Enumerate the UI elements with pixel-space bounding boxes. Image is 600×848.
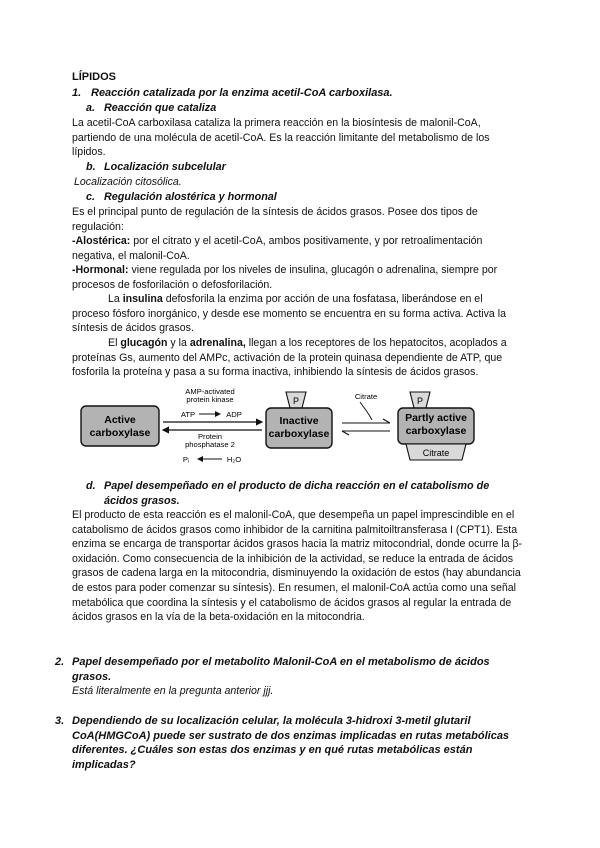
allosteric-text: por el citrato y el acetil-CoA, ambos positivamente, y por retroalimentación negativa, el malonil-CoA. bbox=[72, 235, 483, 262]
section-d-title-2: ácidos grasos. bbox=[104, 494, 180, 507]
active-label-1: Active bbox=[104, 414, 136, 426]
insulin-paragraph bbox=[72, 292, 522, 336]
allosteric-label: -Alostérica: bbox=[72, 235, 131, 247]
carboxylase-regulation-diagram bbox=[72, 386, 532, 470]
insulin-pre: La bbox=[108, 293, 123, 305]
adp-label: ADP bbox=[226, 410, 242, 419]
section-c-title: Regulación alostérica y hormonal bbox=[104, 191, 277, 203]
section-b-title: Localización subcelular bbox=[104, 161, 226, 173]
question-2-title-2: grasos. bbox=[72, 670, 112, 683]
inactive-label-2: carboxylase bbox=[268, 428, 330, 440]
question-2-number: 2. bbox=[55, 656, 65, 668]
citrate-box-label: Citrate bbox=[422, 448, 450, 458]
kinase-label-1: AMP-activated bbox=[185, 387, 235, 396]
hormonal-text: viene regulada por los niveles de insulina, glucagón o adrenalina, siempre por procesos de fosforilación o defosforilación. bbox=[72, 264, 498, 291]
h2o-label: H₂O bbox=[226, 455, 242, 464]
glucagon-paragraph bbox=[72, 336, 528, 380]
forward-half-arrowhead bbox=[383, 419, 390, 423]
hormonal-paragraph bbox=[72, 263, 520, 292]
section-b-text: Localización citosólica. bbox=[74, 176, 182, 188]
pi-label: Pᵢ bbox=[182, 455, 190, 464]
question-1-title: Reacción catalizada por la enzima acetil-CoA carboxilasa. bbox=[91, 87, 393, 99]
citrate-arrow-label: Citrate bbox=[354, 392, 378, 401]
section-d-letter: d. bbox=[86, 480, 96, 492]
section-d-heading bbox=[86, 479, 526, 508]
phosphatase-label-2: phosphatase 2 bbox=[185, 440, 235, 449]
atp-label: ATP bbox=[180, 410, 196, 419]
citrate-binding-curve bbox=[360, 402, 372, 420]
question-3-title-4: implicadas? bbox=[72, 758, 136, 771]
phosphate-tag-label: P bbox=[292, 396, 300, 406]
section-c-heading bbox=[86, 190, 538, 205]
allosteric-paragraph bbox=[72, 234, 512, 263]
insulin-text: defosforila la enzima por acción de una fosfatasa, liberándose en el proceso fósforo inorgánico, y desde ese momento se encuentra en su forma activa. Activa la síntesis de ácidos grasos. bbox=[72, 293, 506, 335]
partly-active-carboxylase-box bbox=[398, 392, 474, 460]
section-b-letter: b. bbox=[86, 161, 96, 173]
active-carboxylase-box bbox=[81, 406, 159, 446]
active-label-2: carboxylase bbox=[89, 427, 151, 439]
question-3-heading bbox=[55, 714, 530, 772]
section-a-text: La acetil-CoA carboxilasa cataliza la primera reacción en la biosíntesis de malonil-CoA, partiendo de una molécula de acetil-CoA. Es la reacción limitante del metabolismo de los lípidos. bbox=[72, 117, 490, 159]
section-b-heading bbox=[86, 160, 538, 175]
question-1-heading bbox=[72, 86, 524, 101]
page-title: LÍPIDOS bbox=[72, 71, 117, 83]
section-a-heading bbox=[86, 101, 538, 116]
question-3-title-1: Dependiendo de su localización celular, la molécula 3-hidroxi 3-metil glutaril bbox=[72, 715, 471, 727]
glucagon-mid: y la bbox=[167, 337, 190, 349]
phosphate-tag-2-label: P bbox=[416, 396, 424, 406]
section-a-letter: a. bbox=[86, 102, 96, 114]
partly-label-1: Partly active bbox=[405, 412, 467, 424]
question-1-number: 1. bbox=[72, 87, 82, 99]
partly-label-2: carboxylase bbox=[405, 425, 467, 437]
inactive-label-1: Inactive bbox=[279, 415, 319, 427]
glucagon-term: glucagón bbox=[120, 337, 168, 349]
section-a-title: Reacción que cataliza bbox=[104, 102, 217, 114]
phosphatase-label-1: Protein bbox=[197, 432, 223, 441]
adrenaline-term: adrenalina, bbox=[189, 337, 246, 349]
glucagon-pre: El bbox=[108, 337, 121, 349]
reverse-half-arrowhead bbox=[342, 431, 349, 435]
hormonal-label: -Hormonal: bbox=[72, 264, 129, 276]
question-3-title-3: diferentes. ¿Cuáles son estas dos enzimas y en qué rutas metabólicas están bbox=[72, 744, 473, 757]
question-2-heading bbox=[55, 655, 525, 684]
section-c-letter: c. bbox=[86, 191, 96, 203]
question-2-title-1: Papel desempeñado por el metabolito Malonil-CoA en el metabolismo de ácidos bbox=[72, 656, 490, 668]
kinase-label-2: protein kinase bbox=[186, 395, 234, 404]
section-d-title-1: Papel desempeñado en el producto de dicha reacción en el catabolismo de bbox=[104, 480, 490, 492]
inactive-carboxylase-box bbox=[266, 392, 332, 448]
question-3-number: 3. bbox=[55, 715, 65, 727]
glucagon-text: llegan a los receptores de los hepatocitos, acoplados a proteínas Gs, aumento del AMPc, activación de la protein quinasa dependiente de ATP, que fosforila la proteína y pasa a su forma inactiva, inhibiendo la síntesis de ácidos grasos. bbox=[72, 337, 507, 379]
question-3-title-2: CoA(HMGCoA) puede ser sustrato de dos enzimas implicadas en rutas metabólicas bbox=[72, 729, 510, 742]
section-d-text: El producto de esta reacción es el malonil-CoA, que desempeña un papel imprescindible en el catabolismo de ácidos grasos como inhibidor de la carnitina palmitoiltransferasa I (CPT1). Esta enzima se encarga de transportar ácidos grasos hacia la matriz mitocondrial, donde ocurre la β-oxidación. Como consecuencia de la inhibición de la actividad, se reduce la entrada de ácidos grasos de cadena larga en la mitocondria, disminuyendo la oxidación de estos (hay abundancia de estos para poder comenzar su síntesis). En resumen, el malonil-CoA actúa como una señal metabólica que coordina la síntesis y el catabolismo de ácidos grasos al regular la entrada de ácidos grasos en la vía de la beta-oxidación en la mitocondria. bbox=[72, 509, 523, 624]
insulin-term: insulina bbox=[122, 293, 163, 305]
question-2-answer: Está literalmente en la pregunta anterior jjj. bbox=[72, 685, 274, 697]
section-c-intro: Es el principal punto de regulación de la síntesis de ácidos grasos. Posee dos tipos de regulación: bbox=[72, 206, 478, 233]
